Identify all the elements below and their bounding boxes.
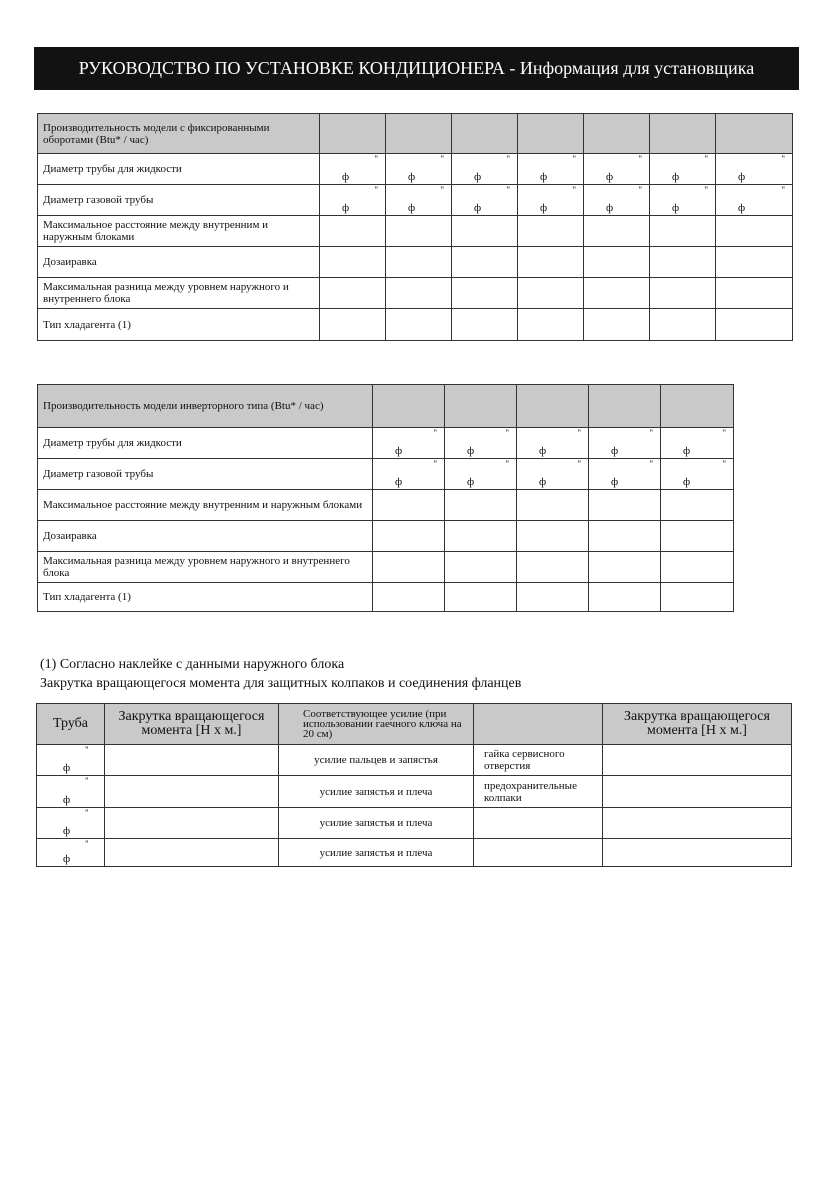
row-label-refrigerant: Тип хладагента (1) — [38, 309, 320, 341]
pipe-diameter-cell: " ф — [452, 154, 518, 185]
empty-cell — [584, 247, 650, 278]
empty-cell — [373, 583, 445, 612]
pipe-diameter-cell: " ф — [445, 428, 517, 459]
pipe-diameter-cell: " ф — [589, 459, 661, 490]
model-cell — [320, 114, 386, 154]
part-cell — [474, 808, 603, 839]
pipe-diameter-cell: " ф — [320, 185, 386, 216]
pipe-diameter-cell: " ф — [386, 154, 452, 185]
empty-cell — [373, 552, 445, 583]
torque-value-cell — [105, 745, 279, 776]
torque-value-cell — [603, 776, 792, 808]
pipe-diameter-cell: " ф — [518, 154, 584, 185]
empty-cell — [518, 247, 584, 278]
empty-cell — [518, 216, 584, 247]
row-label-refill: Дозаиравка — [38, 247, 320, 278]
empty-cell — [584, 278, 650, 309]
row-label-gas-pipe: Диаметр газовой трубы — [38, 459, 373, 490]
empty-cell — [452, 309, 518, 341]
page-title: РУКОВОДСТВО ПО УСТАНОВКЕ КОНДИЦИОНЕРА - Информация для установщика — [78, 58, 755, 78]
row-label-gas-pipe: Диаметр газовой трубы — [38, 185, 320, 216]
empty-cell — [589, 521, 661, 552]
empty-cell — [386, 278, 452, 309]
torque-table — [36, 703, 792, 867]
model-cell — [650, 114, 716, 154]
empty-cell — [386, 247, 452, 278]
pipe-diameter-cell: " ф — [716, 185, 793, 216]
force-cell: усилие запястья и плеча — [279, 839, 474, 867]
empty-cell — [716, 309, 793, 341]
empty-cell — [452, 278, 518, 309]
part-cell — [474, 839, 603, 867]
refrigerant-footnote: (1) Согласно наклейке с данными наружного блока — [40, 657, 345, 672]
empty-cell — [386, 216, 452, 247]
empty-cell — [584, 309, 650, 341]
model-cell — [373, 385, 445, 428]
empty-cell — [589, 583, 661, 612]
empty-cell — [445, 552, 517, 583]
empty-cell — [716, 247, 793, 278]
empty-cell — [716, 278, 793, 309]
empty-cell — [445, 521, 517, 552]
inverter-title-cell: Производительность модели инверторного типа (Btu* / час) — [38, 385, 373, 428]
row-label-liquid-pipe: Диаметр трубы для жидкости — [38, 154, 320, 185]
row-label-max-height: Максимальная разница между уровнем наружного и внутреннего блока — [38, 552, 373, 583]
pipe-diameter-cell: " ф — [452, 185, 518, 216]
empty-cell — [650, 278, 716, 309]
fixed-speed-table — [37, 113, 793, 341]
pipe-diameter-cell: " ф — [650, 185, 716, 216]
header-torque: Закрутка вращающегося момента [Н х м.] — [105, 704, 279, 745]
model-cell — [518, 114, 584, 154]
empty-cell — [518, 278, 584, 309]
inverter-table — [37, 384, 734, 612]
model-cell — [716, 114, 793, 154]
empty-cell — [452, 247, 518, 278]
empty-cell — [517, 490, 589, 521]
model-cell — [589, 385, 661, 428]
pipe-diameter-cell: " ф — [716, 154, 793, 185]
row-label-liquid-pipe: Диаметр трубы для жидкости — [38, 428, 373, 459]
page-header-banner — [34, 47, 799, 90]
torque-section-heading: Закрутка вращающегося момента для защитных колпаков и соединения фланцев — [40, 676, 522, 691]
pipe-size-cell: " ф — [37, 808, 105, 839]
row-label-max-height: Максимальная разница между уровнем наружного и внутреннего блока — [38, 278, 320, 309]
pipe-diameter-cell: " ф — [517, 459, 589, 490]
force-cell: усилие запястья и плеча — [279, 776, 474, 808]
empty-cell — [445, 490, 517, 521]
torque-value-cell — [105, 776, 279, 808]
pipe-diameter-cell: " ф — [650, 154, 716, 185]
empty-cell — [320, 247, 386, 278]
empty-cell — [584, 216, 650, 247]
empty-cell — [320, 216, 386, 247]
model-cell — [661, 385, 734, 428]
empty-cell — [661, 521, 734, 552]
pipe-diameter-cell: " ф — [661, 459, 734, 490]
pipe-diameter-cell: " ф — [386, 185, 452, 216]
empty-cell — [517, 583, 589, 612]
pipe-diameter-cell: " ф — [373, 459, 445, 490]
empty-cell — [661, 552, 734, 583]
empty-cell — [386, 309, 452, 341]
pipe-diameter-cell: " ф — [584, 154, 650, 185]
force-cell: усилие пальцев и запястья — [279, 745, 474, 776]
model-cell — [517, 385, 589, 428]
model-cell — [452, 114, 518, 154]
torque-value-cell — [105, 839, 279, 867]
empty-cell — [589, 552, 661, 583]
part-cell: гайка сервисного отверстия — [474, 745, 603, 776]
empty-cell — [452, 216, 518, 247]
empty-cell — [650, 309, 716, 341]
empty-cell — [589, 490, 661, 521]
pipe-diameter-cell: " ф — [584, 185, 650, 216]
header-part — [474, 704, 603, 745]
model-cell — [445, 385, 517, 428]
pipe-diameter-cell: " ф — [320, 154, 386, 185]
row-label-max-distance: Максимальное расстояние между внутренним и наружным блоками — [38, 216, 320, 247]
header-pipe: Труба — [37, 704, 105, 745]
pipe-size-cell: " ф — [37, 839, 105, 867]
header-force: Соответствующее усилие (при использовании гаечного ключа на 20 см) — [279, 704, 474, 745]
empty-cell — [518, 309, 584, 341]
empty-cell — [445, 583, 517, 612]
empty-cell — [661, 583, 734, 612]
empty-cell — [716, 216, 793, 247]
model-cell — [386, 114, 452, 154]
part-cell: предохранительные колпаки — [474, 776, 603, 808]
pipe-diameter-cell: " ф — [518, 185, 584, 216]
empty-cell — [320, 278, 386, 309]
pipe-diameter-cell: " ф — [445, 459, 517, 490]
torque-value-cell — [603, 808, 792, 839]
empty-cell — [373, 490, 445, 521]
empty-cell — [661, 490, 734, 521]
row-label-max-distance: Максимальное расстояние между внутренним и наружным блоками — [38, 490, 373, 521]
empty-cell — [650, 247, 716, 278]
torque-value-cell — [603, 839, 792, 867]
empty-cell — [517, 521, 589, 552]
empty-cell — [650, 216, 716, 247]
pipe-size-cell: " ф — [37, 745, 105, 776]
pipe-diameter-cell: " ф — [589, 428, 661, 459]
fixed-title-cell: Производительность модели с фиксированными оборотами (Btu* / час) — [38, 114, 320, 154]
header-torque-2: Закрутка вращающегося момента [Н х м.] — [603, 704, 792, 745]
model-cell — [584, 114, 650, 154]
pipe-size-cell: " ф — [37, 776, 105, 808]
force-cell: усилие запястья и плеча — [279, 808, 474, 839]
empty-cell — [373, 521, 445, 552]
pipe-diameter-cell: " ф — [661, 428, 734, 459]
torque-value-cell — [105, 808, 279, 839]
pipe-diameter-cell: " ф — [517, 428, 589, 459]
torque-value-cell — [603, 745, 792, 776]
row-label-refill: Дозаиравка — [38, 521, 373, 552]
pipe-diameter-cell: " ф — [373, 428, 445, 459]
empty-cell — [320, 309, 386, 341]
row-label-refrigerant: Тип хладагента (1) — [38, 583, 373, 612]
empty-cell — [517, 552, 589, 583]
